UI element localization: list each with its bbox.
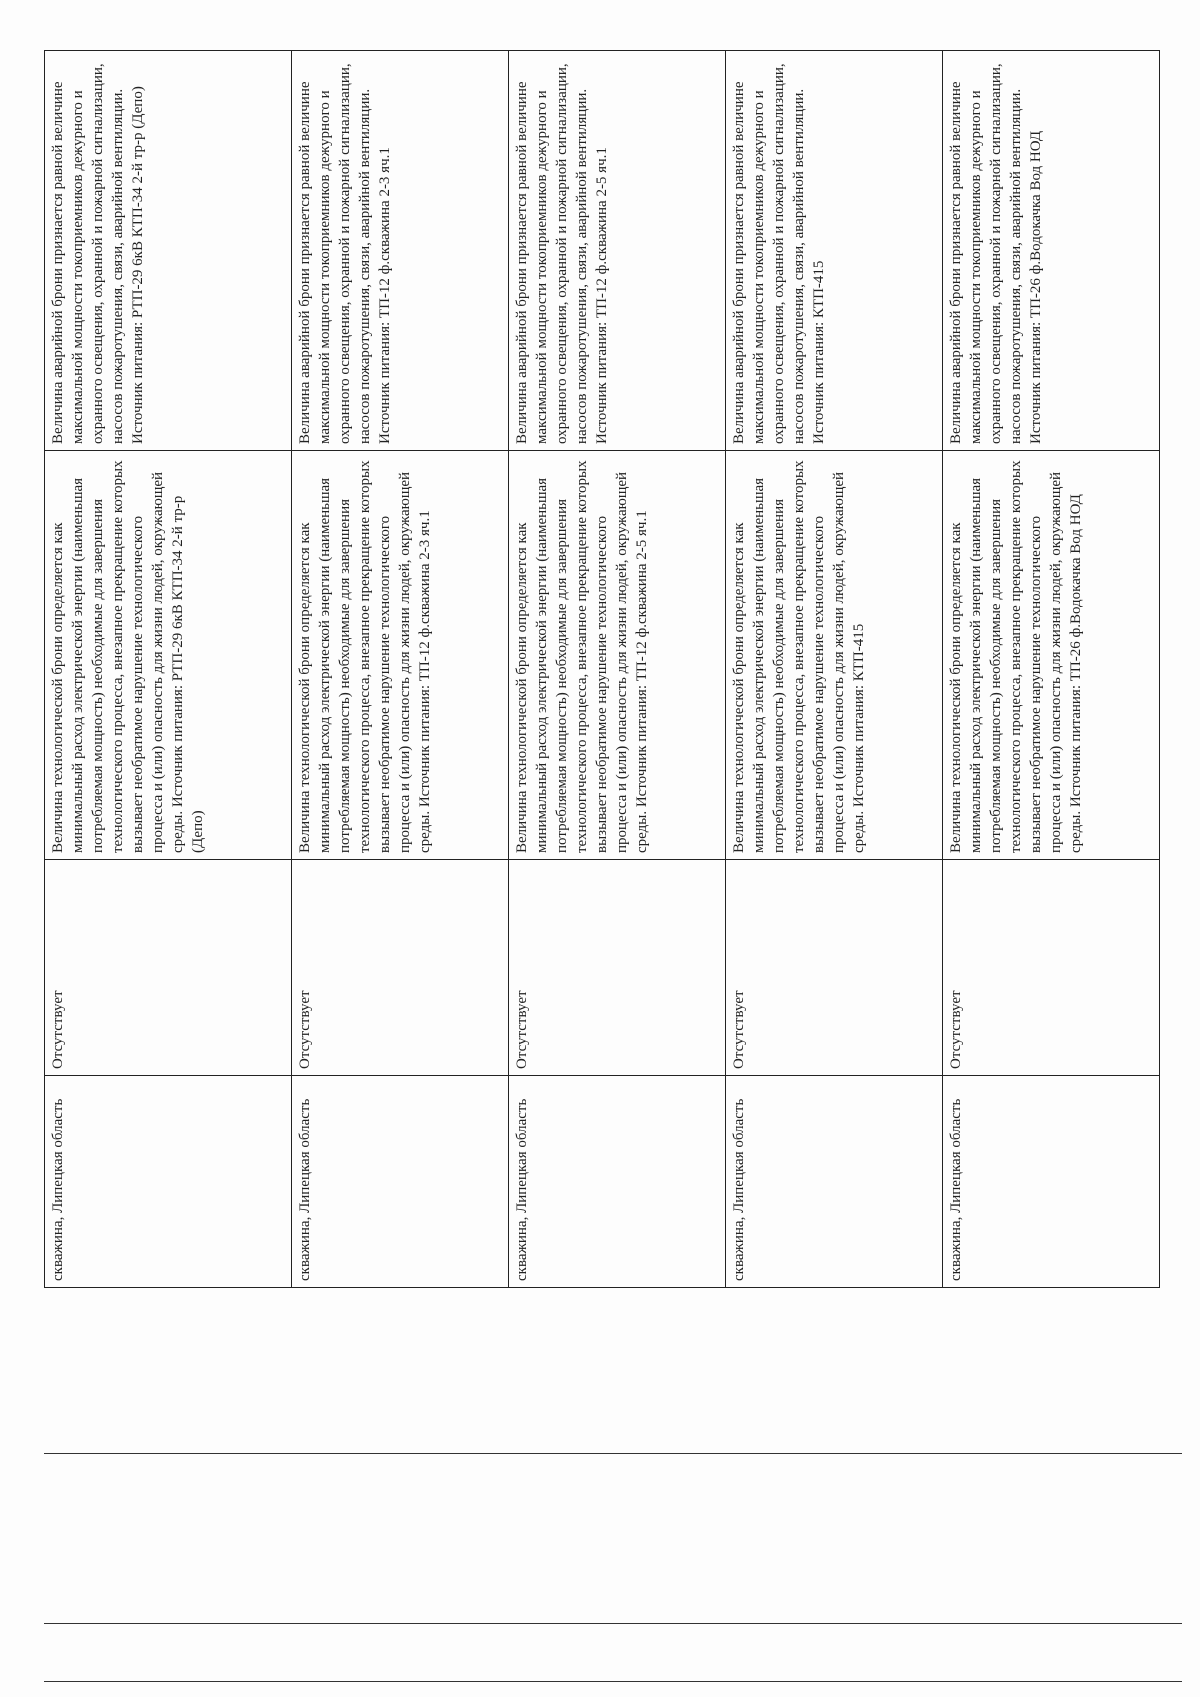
cell-absent: Отсутствует <box>291 860 508 1076</box>
cell-emergency-reserve: Величина аварийной брони признается равной величине максимальной мощности токоприемников дежурного и охранного освещения, охранной и пожарной сигнализации, насосов пожаротушения, связи, аварийной вентиляции. Источник питания: РТП-29 6кВ КТП-34 2-й тр-р (Депо) <box>45 51 292 451</box>
rotated-table-wrapper <box>44 51 1160 1288</box>
cell-tech-reserve: Величина технологической брони определяется как минимальный расход электрической энергии (наименьшая потребляемая мощность) необходимые для завершения технологического процесса, внезапное прекращение которых вызывает необратимое нарушение технологического процесса и (или) опасность для жизни людей, окружающей среды. Источник питания: КТП-415 <box>725 451 942 860</box>
table-row <box>291 51 508 1288</box>
table-row <box>942 51 1159 1288</box>
table-row <box>508 51 725 1288</box>
horizontal-rule <box>44 1623 1182 1624</box>
cell-tech-reserve: Величина технологической брони определяется как минимальный расход электрической энергии (наименьшая потребляемая мощность) необходимые для завершения технологического процесса, внезапное прекращение которых вызывает необратимое нарушение технологического процесса и (или) опасность для жизни людей, окружающей среды. Источник питания: РТП-29 6кВ КТП-34 2-й тр-р (Депо) <box>45 451 292 860</box>
cell-absent: Отсутствует <box>508 860 725 1076</box>
cell-object: скважина, Липецкая область <box>508 1076 725 1288</box>
cell-emergency-reserve: Величина аварийной брони признается равной величине максимальной мощности токоприемников дежурного и охранного освещения, охранной и пожарной сигнализации, насосов пожаротушения, связи, аварийной вентиляции. Источник питания: КТП-415 <box>725 51 942 451</box>
cell-absent: Отсутствует <box>725 860 942 1076</box>
cell-emergency-reserve: Величина аварийной брони признается равной величине максимальной мощности токоприемников дежурного и охранного освещения, охранной и пожарной сигнализации, насосов пожаротушения, связи, аварийной вентиляции. Источник питания: ТП-12 ф.скважина 2-5 яч.1 <box>508 51 725 451</box>
cell-object: скважина, Липецкая область <box>291 1076 508 1288</box>
horizontal-rule <box>44 1453 1182 1454</box>
cell-object: скважина, Липецкая область <box>45 1076 292 1288</box>
table-row <box>725 51 942 1288</box>
cell-emergency-reserve: Величина аварийной брони признается равной величине максимальной мощности токоприемников дежурного и охранного освещения, охранной и пожарной сигнализации, насосов пожаротушения, связи, аварийной вентиляции. Источник питания: ТП-12 ф.скважина 2-3 яч.1 <box>291 51 508 451</box>
power-reserve-table <box>44 50 1160 1288</box>
cell-emergency-reserve: Величина аварийной брони признается равной величине максимальной мощности токоприемников дежурного и охранного освещения, охранной и пожарной сигнализации, насосов пожаротушения, связи, аварийной вентиляции. Источник питания: ТП-26 ф.Водокачка Вод НОД <box>942 51 1159 451</box>
cell-tech-reserve: Величина технологической брони определяется как минимальный расход электрической энергии (наименьшая потребляемая мощность) необходимые для завершения технологического процесса, внезапное прекращение которых вызывает необратимое нарушение технологического процесса и (или) опасность для жизни людей, окружающей среды. Источник питания: ТП-12 ф.скважина 2-3 яч.1 <box>291 451 508 860</box>
table-row <box>45 51 292 1288</box>
cell-absent: Отсутствует <box>942 860 1159 1076</box>
cell-object: скважина, Липецкая область <box>942 1076 1159 1288</box>
cell-absent: Отсутствует <box>45 860 292 1076</box>
cell-tech-reserve: Величина технологической брони определяется как минимальный расход электрической энергии (наименьшая потребляемая мощность) необходимые для завершения технологического процесса, внезапное прекращение которых вызывает необратимое нарушение технологического процесса и (или) опасность для жизни людей, окружающей среды. Источник питания: ТП-12 ф.скважина 2-5 яч.1 <box>508 451 725 860</box>
cell-tech-reserve: Величина технологической брони определяется как минимальный расход электрической энергии (наименьшая потребляемая мощность) необходимые для завершения технологического процесса, внезапное прекращение которых вызывает необратимое нарушение технологического процесса и (или) опасность для жизни людей, окружающей среды. Источник питания: ТП-26 ф.Водокачка Вод НОД <box>942 451 1159 860</box>
cell-object: скважина, Липецкая область <box>725 1076 942 1288</box>
horizontal-rule <box>44 1681 1182 1682</box>
